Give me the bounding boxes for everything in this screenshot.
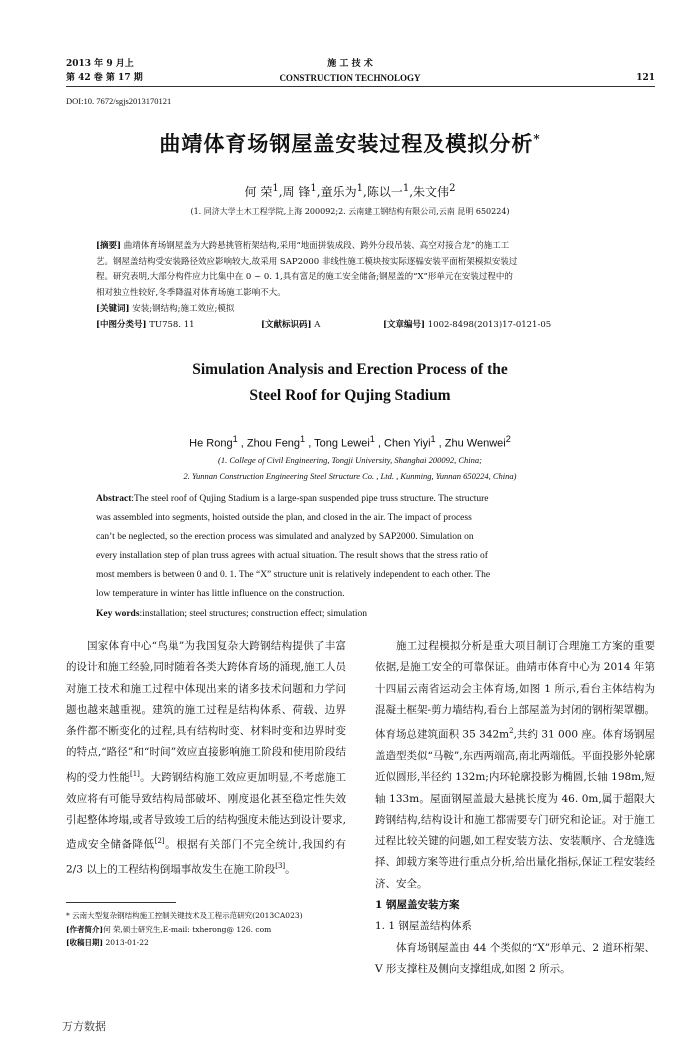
clc-label: [中图分类号] [96,319,147,330]
keywords-cn [96,302,626,318]
body-paragraph [66,636,346,881]
author-en-sup: 1 [232,434,238,444]
footnote-rule [66,902,176,903]
footnote-date-text: 2013-01-22 [105,938,149,947]
title-en [0,357,700,409]
journal-name-en: CONSTRUCTION TECHNOLOGY [279,73,421,83]
classification-line [96,318,626,334]
page-number: 121 [636,73,655,83]
doc-code-value: A [314,319,321,330]
abstract-en-label: Abstract [96,494,132,504]
footnote-fund [66,909,356,923]
abstract-cn-line: 艺。钢屋盖结构受安装路径效应影响较大,故采用 SAP2000 非线性施工模块按实际逐榀安装平面桁架模拟安装过 [96,256,518,267]
abstract-cn-line: 相对独立性较好,冬季降温对体育场施工影响不大。 [96,288,286,299]
affiliation-cn: (1. 同济大学土木工程学院,上海 200092;2. 云南建工钢结构有限公司,云南 昆明 650224) [190,207,510,216]
header-date: 2013 年 9 月上 [66,59,134,69]
abstract-cn [96,239,626,334]
body-text: 。根据有关部门不完全统计,我国约有 2/3 以上的工程结构倒塌事故发生在施工阶段 [66,838,346,876]
author-en-sup: 1 [369,434,375,444]
watermark: 万方数据 [62,1020,106,1033]
article-number-label: [文章编号] [383,319,426,330]
header-rule [66,86,655,87]
author-cn-sup: 1 [356,183,363,194]
author-en: Tong Lewei [314,437,370,450]
abstract-cn-line [96,239,626,255]
abstract-en [96,490,630,624]
body-text: ,共约 31 000 座。体育场钢屋盖造型类似“马鞍”,东西两端高,南北两端低。平面投影外轮廓近似圆形,半径约 132m;内环轮廓投影为椭圆,长轴 198m,短轴 133m。屋面钢屋盖最大悬挑长度为 46. 0m,属于超限大跨钢结构,结构设计和施工都需要专门研究和论证。对于施工过程比较关键的问题,如工程安装方法、安装顺序、合龙缝选择、卸载方案等进行重点分析,给出量化指标,保证工程安装经济、安全。 [375,728,655,890]
author-cn-sup: 2 [449,183,456,194]
author-cn-sup: 1 [310,183,317,194]
author-cn: 周 锋 [282,185,311,199]
doc-code-label: [文献标识码] [261,319,312,330]
authors-en: He Rong$^1$ , Zhou Feng$^1$ , Tong Lewei$^1$ , Chen Yiyi$^1$ , Zhu Wenwei$^2$ [189,434,511,450]
authors-cn: 何 荣$^1$,周 锋$^1$,童乐为$^1$,陈以一$^1$,朱文伟$^2$ [244,183,456,199]
keywords-cn-text: 安装;钢结构;施工效应;模拟 [132,303,235,314]
footnote-date [66,936,356,950]
author-en-sup: 1 [430,434,436,444]
footnote-author-text: 何 荣,硕士研究生,E-mail: txherong@ 126. com [103,924,272,934]
author-en-sup: 1 [300,434,306,444]
author-cn-sup: 1 [272,183,279,194]
body-text: 国家体育中心“鸟巢”为我国复杂大跨钢结构提供了丰富的设计和施工经验,同时随着各类大跨体育场的涌现,施工人员对施工技术和施工过程中体现出来的诸多技术问题和力学问题也越来越重视。建筑的施工过程是结构体系、荷载、边界条件都不断变化的过程,具有结构时变、材料时变和边界时变的特点,“路径”和“时间”效应直接影响施工阶段和使用阶段结构的受力性能 [66,640,346,784]
doi: DOI:10. 7672/sgjs2013170121 [66,96,172,106]
author-cn-sup: 1 [402,183,410,194]
body-text: 施工过程模拟分析是重大项目制订合理施工方案的重要依据,是施工安全的可靠保证。曲靖市体育中心为 2014 年第十四届云南省运动会主体育场,如图 1 所示,看台主体结构为混凝土框架-剪力墙结构,看台上部屋盖为封闭的钢桁架罩棚。体育场总建筑面积 35 342m [375,640,655,741]
body-text: 。大跨钢结构施工效应更加明显,不考虑施工效应将有可能导致结构局部破坏、刚度退化甚至稳定性失效引起整体垮塌,或者导致竣工后的结构强度未能达到设计要求,造成安全储备降低 [66,771,347,851]
author-cn: 何 荣 [244,185,273,199]
keywords-en-text: :installation; steel structures; construction effect; simulation [139,608,368,619]
citation: [3] [275,861,286,870]
footnote-author [66,923,356,937]
body-paragraph: 体育场钢屋盖由 44 个类似的“X”形单元、2 道环桁架、V 形支撑柱及侧向支撑组成,如图 2 所示。 [375,941,655,975]
section-heading: 1 钢屋盖安装方案 [375,899,460,912]
author-cn: 陈以一 [366,185,403,199]
citation: [1] [129,769,140,778]
author-en: Zhu Wenwei [444,437,506,450]
keywords-en-label: Key words [96,608,140,619]
footnote-date-label: [收稿日期] [66,938,104,947]
footnote-mark: * [66,911,70,920]
journal-name-cn: 施 工 技 术 [327,59,373,69]
author-cn: 童乐为 [320,185,357,199]
author-en: He Rong [189,437,233,450]
abstract-en-line [96,490,630,509]
abstract-cn-label: [摘要] [96,241,122,251]
author-en-sup: 2 [505,434,511,444]
clc-value: TU758. 11 [149,319,195,330]
title-en-line: Steel Roof for Qujing Stadium [249,387,451,404]
abstract-en-line: most members is between 0 and 0. 1. The “X” structure unit is relatively independent to each other. The [96,570,491,581]
body-right-column [375,636,655,980]
subsection-heading: 1. 1 钢屋盖结构体系 [375,920,472,933]
footnote-fund-text: 云南大型复杂钢结构施工控制关键技术及工程示范研究(2013CA023) [72,911,303,920]
abstract-cn-text: 曲靖体育场钢屋盖为大跨悬挑管桁架结构,采用“地面拼装成段、跨外分段吊装、高空对接合龙”的施工工 [123,241,510,251]
title-footnote-mark: * [533,132,541,146]
abstract-en-line: low temperature in winter has little influence on the construction. [96,589,345,600]
title-en-line: Simulation Analysis and Erection Process of the [192,361,508,378]
body-text: 。 [285,863,296,876]
doc-code [261,318,320,334]
abstract-en-line: every installation step of plan truss agrees with actual situation. The result shows that the stress ratio of [96,551,488,562]
affiliation-en-line: 2. Yunnan Construction Engineering Steel Structure Co. , Ltd. , Kunming, Yunnan 650224, China) [183,471,517,481]
unit-superscript: 2 [509,727,514,736]
author-en: Chen Yiyi [384,437,431,450]
article-number-value: 1002-8498(2013)17-0121-05 [427,319,552,330]
abstract-en-line: was assembled into segments, hoisted outside the plan, and closed in the air. The impact of process [96,513,472,524]
affiliation-en-line: (1. College of Civil Engineering, Tongji University, Shanghai 200092, China; [218,455,482,465]
keywords-en [96,605,630,624]
body-left-column [66,636,346,881]
citation: [2] [154,837,165,846]
footnote [66,909,356,950]
body-paragraph [375,636,655,895]
title-cn-text: 曲靖体育场钢屋盖安装过程及模拟分析 [159,131,534,156]
keywords-cn-label: [关键词] [96,303,130,314]
abstract-en-text: :The steel roof of Qujing Stadium is a large-span suspended pipe truss structure. The structure [131,494,489,504]
author-cn: 朱文伟 [413,185,450,199]
header-volume: 第 42 卷 第 17 期 [66,73,143,83]
footnote-author-label: [作者简介] [66,924,104,934]
article-number [383,318,551,334]
clc [96,318,195,334]
abstract-cn-line: 程。研究表明,大部分构件应力比集中在 0 ~ 0. 1,具有富足的施工安全储备;钢屋盖的“X”形单元在安装过程中的 [96,272,513,283]
abstract-en-line: can’t be neglected, so the erection process was simulated and analyzed by SAP2000. Simulation on [96,532,474,543]
author-en: Zhou Feng [246,437,301,450]
title-cn [0,128,700,158]
